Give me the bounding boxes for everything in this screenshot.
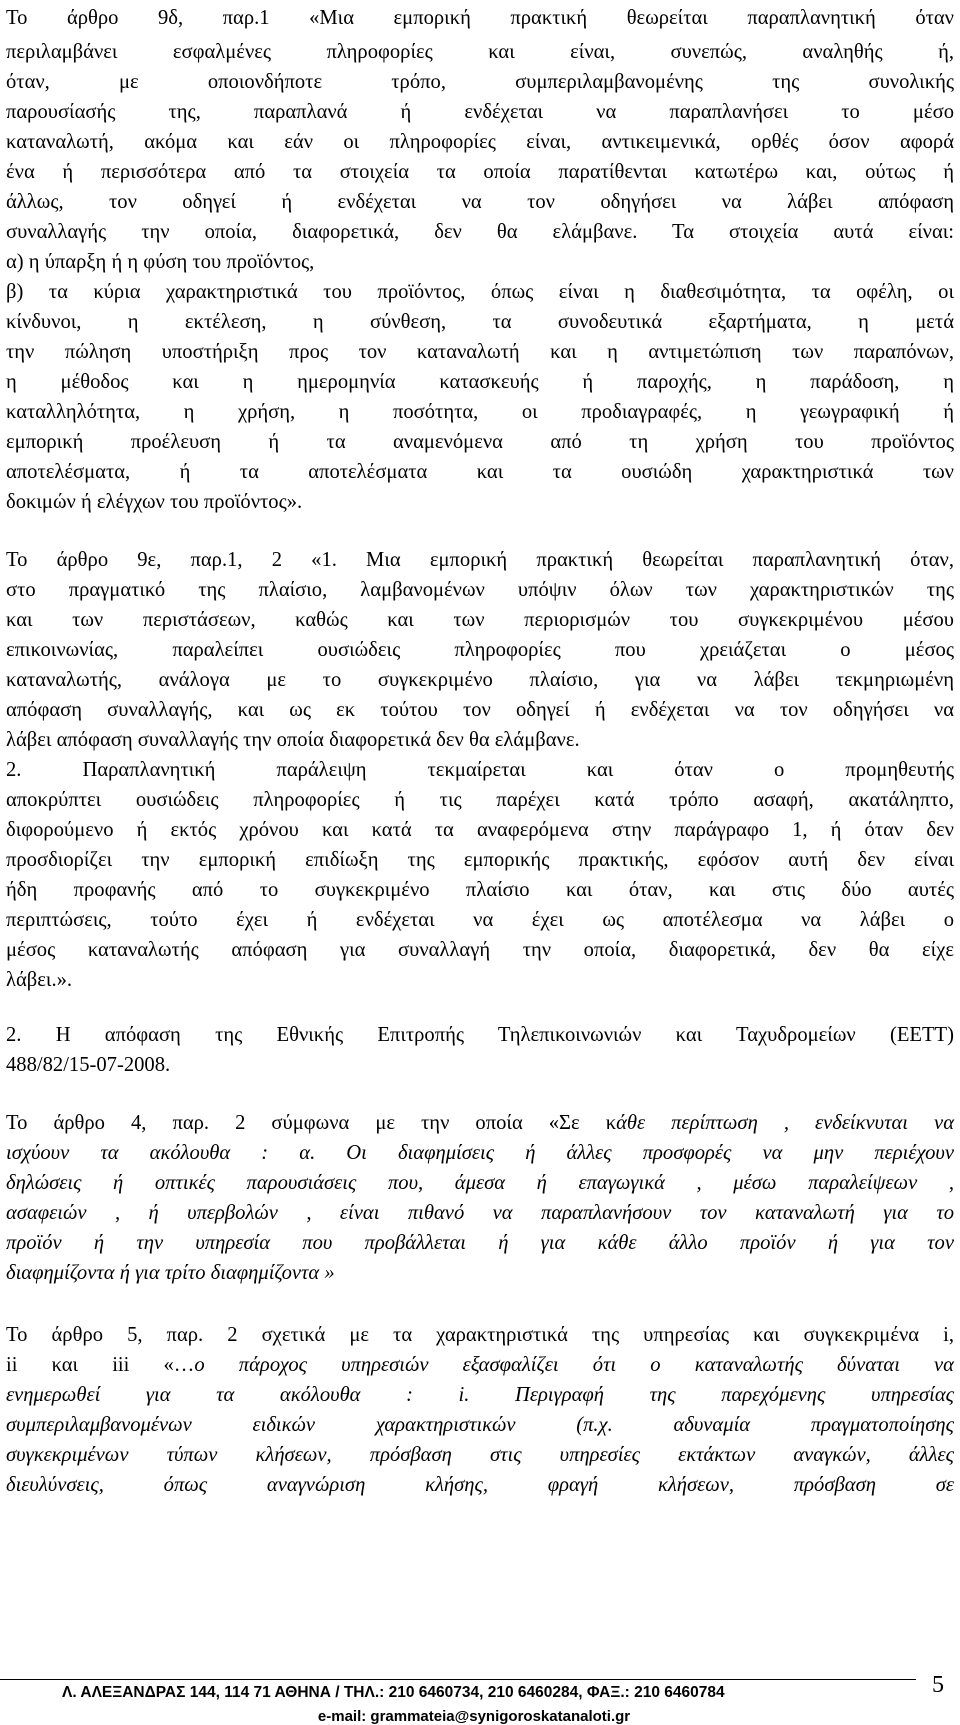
text-line: ασαφειών , ή υπερβολών , είναι πιθανό να παραπλανήσουν τον καταναλωτή για το: [6, 1202, 954, 1224]
text-line: επικοινωνίας, παραλείπει ουσιώδεις πληροφορίες που χρειάζεται ο μέσος: [6, 639, 954, 661]
text-line: περιπτώσεις, τούτο έχει ή ενδέχεται να έχει ως αποτέλεσμα να λάβει ο: [6, 909, 954, 931]
text-line: Το άρθρο 4, παρ. 2 σύμφωνα με την οποία «Σε κάθε περίπτωση , ενδείκνυται να: [6, 1112, 955, 1134]
text-line: δοκιμών ή ελέγχων του προϊόντος».: [6, 491, 303, 513]
text-line: συναλλαγής την οποία, διαφορετικά, δεν θα ελάμβανε. Τα στοιχεία αυτά είναι:: [6, 221, 954, 243]
text-line: καταναλωτή, ακόμα και εάν οι πληροφορίες είναι, αντικειμενικά, ορθές όσον αφορά: [6, 131, 954, 153]
text-line: 488/82/15-07-2008.: [6, 1054, 171, 1076]
text-line: εμπορική προέλευση ή τα αναμενόμενα από τη χρήση του προϊόντος: [6, 431, 954, 453]
text-line: αποκρύπτει ουσιώδεις πληροφορίες ή τις παρέχει κατά τρόπο ασαφή, ακατάληπτο,: [6, 789, 954, 811]
text-line: συγκεκριμένων τύπων κλήσεων, πρόσβαση στις υπηρεσίες εκτάκτων αναγκών, άλλες: [6, 1444, 954, 1466]
text-line: δηλώσεις ή οπτικές παρουσιάσεις που, άμεσα ή επαγωγικά , μέσω παραλείψεων ,: [6, 1172, 954, 1194]
text-line: ένα ή περισσότερα από τα στοιχεία τα οποία παρατίθενται κατωτέρω και, ούτως ή: [6, 161, 954, 183]
text-line: αποτελέσματα, ή τα αποτελέσματα και τα ουσιώδη χαρακτηριστικά των: [6, 461, 954, 483]
text-line: όταν, με οποιονδήποτε τρόπο, συμπεριλαμβανομένης της συνολικής: [6, 71, 954, 93]
page-number: 5: [932, 1672, 944, 1698]
text-line: απόφαση συναλλαγής, και ως εκ τούτου τον οδηγεί ή ενδέχεται να τον οδηγήσει να: [6, 699, 954, 721]
text-line: και των περιστάσεων, καθώς και των περιορισμών του συγκεκριμένου μέσου: [6, 609, 954, 631]
text-line: διαφημίζοντα ή για τρίτο διαφημίζοντα »: [6, 1262, 335, 1284]
text-line: ii και iii «…ο πάροχος υπηρεσιών εξασφαλίζει ότι ο καταναλωτής δύναται να: [6, 1354, 954, 1376]
text-line: Το άρθρο 9δ, παρ.1 «Μια εμπορική πρακτική θεωρείται παραπλανητική όταν: [6, 7, 954, 29]
text-line: καταλληλότητα, η χρήση, η ποσότητα, οι προδιαγραφές, η γεωγραφική ή: [6, 401, 954, 423]
text-line: 2. Η απόφαση της Εθνικής Επιτροπής Τηλεπικοινωνιών και Ταχυδρομείων (ΕΕΤΤ): [6, 1024, 954, 1046]
text-line: συμπεριλαμβανομένων ειδικών χαρακτηριστικών (π.χ. αδυναμία πραγματοποίησης: [6, 1414, 954, 1436]
text-line: ήδη προφανής από το συγκεκριμένο πλαίσιο και όταν, και στις δύο αυτές: [6, 879, 954, 901]
text-line: παρουσίασής της, παραπλανά ή ενδέχεται να παραπλανήσει το μέσο: [6, 101, 954, 123]
text-line: η μέθοδος και η ημερομηνία κατασκευής ή παροχής, η παράδοση, η: [6, 371, 954, 393]
text-line: λάβει.».: [6, 969, 73, 991]
text-line: καταναλωτής, ανάλογα με το συγκεκριμένο πλαίσιο, για να λάβει τεκμηριωμένη: [6, 669, 954, 691]
text-line: περιλαμβάνει εσφαλμένες πληροφορίες και είναι, συνεπώς, αναληθής ή,: [6, 41, 954, 63]
text-line: κίνδυνοι, η εκτέλεση, η σύνθεση, τα συνοδευτικά εξαρτήματα, η μετά: [6, 311, 954, 333]
text-line: μέσος καταναλωτής απόφαση για συναλλαγή την οποία, διαφορετικά, δεν θα είχε: [6, 939, 954, 961]
text-line: Το άρθρο 9ε, παρ.1, 2 «1. Μια εμπορική πρακτική θεωρείται παραπλανητική όταν,: [6, 549, 954, 571]
text-line: ισχύουν τα ακόλουθα : α. Οι διαφημίσεις ή άλλες προσφορές να μην περιέχουν: [6, 1142, 954, 1164]
text-line: λάβει απόφαση συναλλαγής την οποία διαφορετικά δεν θα ελάμβανε.: [6, 729, 580, 751]
text-line: διευλύνσεις, όπως αναγνώριση κλήσης, φραγή κλήσεων, πρόσβαση σε: [6, 1474, 954, 1496]
text-line: προσδιορίζει την εμπορική επιδίωξη της εμπορικής πρακτικής, εφόσον αυτή δεν είναι: [6, 849, 954, 871]
text-line: β) τα κύρια χαρακτηριστικά του προϊόντος, όπως είναι η διαθεσιμότητα, τα οφέλη, οι: [6, 281, 954, 303]
text-line: στο πραγματικό της πλαίσιο, λαμβανομένων υπόψιν όλων των χαρακτηριστικών της: [6, 579, 954, 601]
text-line: ενημερωθεί για τα ακόλουθα : i. Περιγραφή της παρεχόμενης υπηρεσίας: [6, 1384, 954, 1406]
footer-email: e-mail: grammateia@synigoroskatanaloti.gr: [317, 1708, 631, 1725]
text-line: την πώληση υποστήριξη προς τον καταναλωτή και η αντιμετώπιση των παραπόνων,: [6, 341, 954, 363]
footer-address: Λ. ΑΛΕΞΑΝΔΡΑΣ 144, 114 71 ΑΘΗΝΑ / ΤΗΛ.: 210 6460734, 210 6460284, ΦΑΞ.: 210 6460784: [62, 1684, 725, 1701]
footer-rule: [0, 1679, 916, 1680]
text-line: Το άρθρο 5, παρ. 2 σχετικά με τα χαρακτηριστικά της υπηρεσίας και συγκεκριμένα i,: [6, 1324, 954, 1346]
text-line: διφορούμενο ή εκτός χρόνου και κατά τα αναφερόμενα στην παράγραφο 1, ή όταν δεν: [6, 819, 954, 841]
text-line: άλλως, τον οδηγεί ή ενδέχεται να τον οδηγήσει να λάβει απόφαση: [6, 191, 954, 213]
text-line: προϊόν ή την υπηρεσία που προβάλλεται ή για κάθε άλλο προϊόν ή για τον: [6, 1232, 954, 1254]
text-line: α) η ύπαρξη ή η φύση του προϊόντος,: [6, 251, 315, 273]
text-line: 2. Παραπλανητική παράλειψη τεκμαίρεται και όταν ο προμηθευτής: [6, 759, 954, 781]
